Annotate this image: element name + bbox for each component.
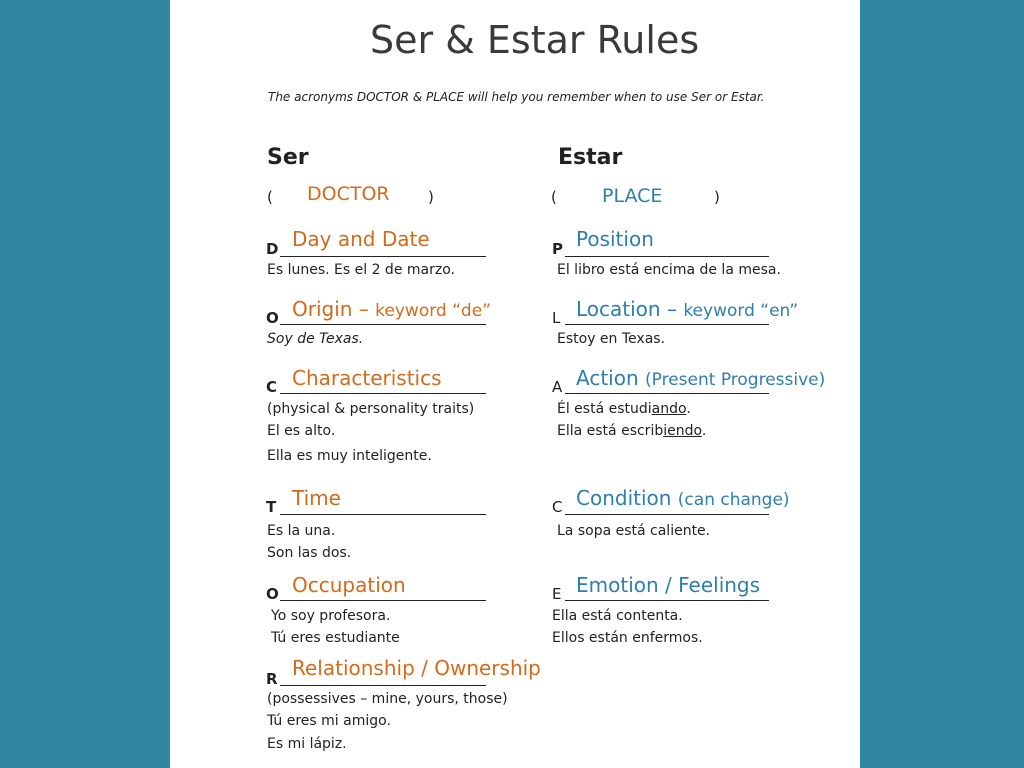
ser-blank-o bbox=[280, 324, 486, 325]
estar-example-a-2: Ella está escribiendo. bbox=[557, 423, 707, 439]
ser-blank-r bbox=[280, 685, 486, 686]
estar-fill-p: Position bbox=[576, 227, 654, 251]
estar-letter-c: C bbox=[552, 498, 563, 516]
estar-example-e-1: Ella está contenta. bbox=[552, 608, 683, 624]
ser-acronym: DOCTOR bbox=[307, 183, 390, 205]
ser-blank-c bbox=[280, 393, 486, 394]
ser-fill-t: Time bbox=[292, 486, 341, 510]
estar-paren-open: ( bbox=[551, 188, 557, 206]
estar-letter-l: L bbox=[552, 309, 561, 327]
estar-letter-e: E bbox=[552, 585, 562, 603]
ser-example-d-1: Es lunes. Es el 2 de marzo. bbox=[267, 262, 455, 278]
ser-fill-o: Origin – keyword “de” bbox=[292, 297, 491, 321]
ser-paren-open: ( bbox=[267, 188, 273, 206]
estar-example-p-1: El libro está encima de la mesa. bbox=[557, 262, 781, 278]
ser-blank-o2 bbox=[280, 600, 486, 601]
ser-example-o2-1: Yo soy profesora. bbox=[271, 608, 391, 624]
ser-example-r-1: (possessives – mine, yours, those) bbox=[267, 691, 508, 707]
estar-fill-e: Emotion / Feelings bbox=[576, 573, 761, 597]
estar-paren-close: ) bbox=[714, 188, 720, 206]
page-title: Ser & Estar Rules bbox=[370, 18, 700, 62]
estar-heading: Estar bbox=[558, 145, 623, 170]
estar-blank-e bbox=[565, 600, 769, 601]
ser-example-c-2: El es alto. bbox=[267, 423, 336, 439]
ser-letter-r: R bbox=[266, 670, 278, 688]
ser-example-c-3: Ella es muy inteligente. bbox=[267, 448, 432, 464]
ser-paren-close: ) bbox=[428, 188, 434, 206]
ser-fill-r: Relationship / Ownership bbox=[292, 656, 541, 680]
estar-example-l-1: Estoy en Texas. bbox=[557, 331, 666, 347]
page-subtitle: The acronyms DOCTOR & PLACE will help you remember when to use Ser or Estar. bbox=[268, 90, 765, 104]
estar-blank-l bbox=[565, 324, 769, 325]
ser-blank-t bbox=[280, 514, 486, 515]
ser-example-r-2: Tú eres mi amigo. bbox=[267, 713, 391, 729]
estar-fill-l: Location – keyword “en” bbox=[576, 297, 799, 321]
ser-example-o-1: Soy de Texas. bbox=[267, 331, 364, 347]
ser-letter-o: O bbox=[266, 309, 279, 327]
ser-letter-d: D bbox=[266, 240, 279, 258]
worksheet bbox=[170, 0, 860, 768]
ser-example-c-1: (physical & personality traits) bbox=[267, 401, 475, 417]
ser-fill-o2: Occupation bbox=[292, 573, 406, 597]
estar-example-a-1: Él está estudiando. bbox=[557, 401, 691, 417]
estar-fill-c: Condition (can change) bbox=[576, 486, 790, 510]
estar-blank-p bbox=[565, 256, 769, 257]
estar-acronym: PLACE bbox=[602, 185, 663, 207]
ser-heading: Ser bbox=[267, 145, 309, 170]
estar-letter-p: P bbox=[552, 240, 563, 258]
estar-blank-c bbox=[565, 514, 769, 515]
ser-fill-d: Day and Date bbox=[292, 227, 430, 251]
estar-letter-a: A bbox=[552, 378, 563, 396]
ser-example-t-1: Es la una. bbox=[267, 523, 336, 539]
estar-example-c-1: La sopa está caliente. bbox=[557, 523, 711, 539]
ser-example-r-3: Es mi lápiz. bbox=[267, 736, 347, 752]
ser-example-o2-2: Tú eres estudiante bbox=[271, 630, 400, 646]
ser-fill-c: Characteristics bbox=[292, 366, 442, 390]
ser-letter-o2: O bbox=[266, 585, 279, 603]
ser-letter-t: T bbox=[266, 498, 277, 516]
ser-example-t-2: Son las dos. bbox=[267, 545, 352, 561]
ser-letter-c: C bbox=[266, 378, 278, 396]
estar-example-e-2: Ellos están enfermos. bbox=[552, 630, 703, 646]
estar-blank-a bbox=[565, 393, 769, 394]
ser-blank-d bbox=[280, 256, 486, 257]
estar-fill-a: Action (Present Progressive) bbox=[576, 366, 826, 390]
